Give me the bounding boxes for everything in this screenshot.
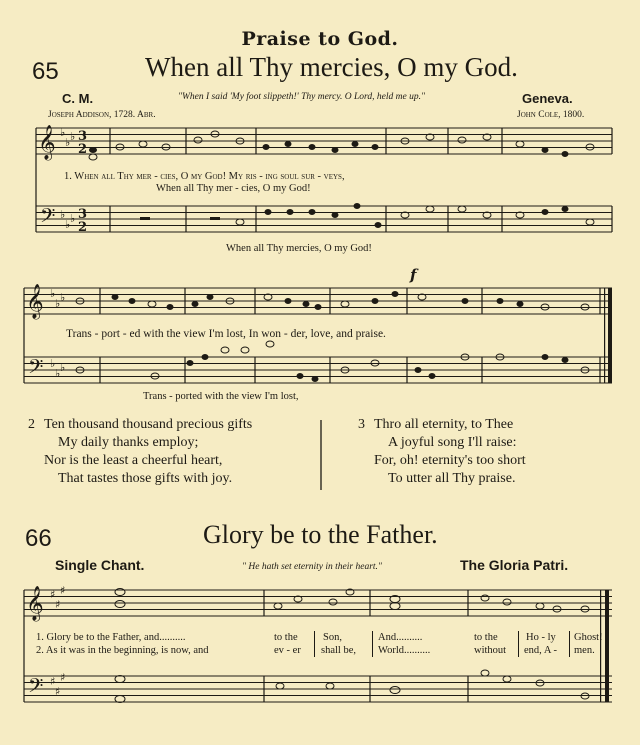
lyric-line-1: 1. When all Thy mer - cies, O my God! My ris - ing soul sur - veys, <box>64 171 345 182</box>
chant-type: Single Chant. <box>55 557 145 573</box>
chant-line-2-cell: shall be, <box>321 645 356 656</box>
chant-line-2-cell: men. <box>574 645 595 656</box>
chant-line-1-cell: to the <box>274 632 298 643</box>
svg-text:♭: ♭ <box>65 218 71 231</box>
verse-3-line-1: Thro all eternity, to Thee <box>374 417 514 432</box>
verse-2-number: 2 <box>28 417 35 432</box>
svg-text:3: 3 <box>78 207 88 222</box>
svg-text:𝄞: 𝄞 <box>26 284 44 319</box>
chant-line-2-cell: end, A - <box>524 645 557 656</box>
svg-text:𝄢: 𝄢 <box>28 355 44 383</box>
hymn-66-title: Glory be to the Father. <box>203 520 438 549</box>
chant-line-1-cell: Ho - ly <box>526 632 556 643</box>
chant-line-2-cell: without <box>474 645 507 656</box>
svg-text:2: 2 <box>78 142 88 157</box>
verse-3-line-3: For, oh! eternity's too short <box>374 453 526 468</box>
verse-3-line-4: To utter all Thy praise. <box>388 471 516 486</box>
svg-text:♯: ♯ <box>50 675 56 688</box>
svg-text:2: 2 <box>78 220 88 235</box>
svg-text:3: 3 <box>78 129 88 144</box>
bass-lyric-2: Trans - ported with the view I'm lost, <box>143 391 299 402</box>
epigraph: "When I said 'My foot slippeth!' Thy mercy. O Lord, held me up." <box>178 92 425 102</box>
section-title: Praise to God. <box>241 28 399 50</box>
author-credit: Joseph Addison, 1728. Abr. <box>48 110 156 120</box>
chant-text-divider <box>518 631 519 657</box>
chant-text-divider <box>372 631 373 657</box>
chant-line-1-cell: Ghost! <box>574 632 603 643</box>
verse-3-number: 3 <box>358 417 365 432</box>
treble-staff-2 <box>24 288 612 314</box>
chant-line-2-label: 2. As it was in the beginning, is now, and <box>36 645 209 656</box>
composer-credit: John Cole, 1800. <box>517 110 585 120</box>
chant-text-divider <box>569 631 570 657</box>
chant-epigraph: " He hath set eternity in their heart." <box>242 562 382 572</box>
chant-text-divider <box>314 631 315 657</box>
chant-line-2-cell: World.......... <box>378 645 431 656</box>
svg-text:♭: ♭ <box>55 297 61 310</box>
chant-line-1-cell: to the <box>474 632 498 643</box>
svg-text:♯: ♯ <box>60 584 66 597</box>
verse-2-line-2: My daily thanks employ; <box>58 435 199 450</box>
chant-tune: The Gloria Patri. <box>460 557 569 573</box>
svg-text:♭: ♭ <box>50 357 56 370</box>
meter-label: C. M. <box>62 91 94 106</box>
svg-text:𝄢: 𝄢 <box>28 674 44 702</box>
svg-text:𝄢: 𝄢 <box>40 204 56 232</box>
chant-treble-staff <box>24 590 612 616</box>
chant-line-1-cell: And.......... <box>378 632 423 643</box>
clefs <box>26 125 56 702</box>
bass-lyric-1: When all Thy mercies, O my God! <box>226 243 372 254</box>
verse-2-line-3: Nor is the least a cheerful heart, <box>44 453 223 468</box>
svg-text:♭: ♭ <box>50 287 56 300</box>
svg-text:♯: ♯ <box>60 671 66 684</box>
svg-text:♭: ♭ <box>70 212 76 225</box>
chant-line-1-label: 1. Glory be to the Father, and.......... <box>36 632 186 643</box>
lyric-line-2: Trans - port - ed with the view I'm lost, In won - der, love, and praise. <box>66 328 386 340</box>
svg-text:♯: ♯ <box>55 685 61 698</box>
chant-line-1-cell: Son, <box>323 632 342 643</box>
dynamic-mark: f <box>410 266 417 284</box>
svg-text:♯: ♯ <box>50 588 56 601</box>
hymn-number: 65 <box>32 58 59 85</box>
verse-2-line-4: That tastes those gifts with joy. <box>58 471 233 486</box>
svg-text:♭: ♭ <box>70 130 76 143</box>
noteheads-system1 <box>89 131 594 160</box>
verse-2-line-1: Ten thousand thousand precious gifts <box>44 417 253 432</box>
svg-text:♭: ♭ <box>55 367 61 380</box>
hymn-title: When all Thy mercies, O my God. <box>145 52 518 82</box>
chant-line-2-cell: ev - er <box>274 645 301 656</box>
noteheads-bass2 <box>76 341 589 382</box>
svg-text:♭: ♭ <box>60 361 66 374</box>
chant-bass-staff <box>24 676 612 702</box>
noteheads-bass1 <box>140 203 594 228</box>
svg-text:♭: ♭ <box>60 208 66 221</box>
svg-text:♭: ♭ <box>60 291 66 304</box>
svg-text:♯: ♯ <box>55 598 61 611</box>
hymn-66-number: 66 <box>25 525 52 552</box>
time-signatures <box>78 129 87 235</box>
svg-text:♭: ♭ <box>65 136 71 149</box>
svg-text:𝄞: 𝄞 <box>38 125 56 160</box>
verse-3-line-2: A joyful song I'll raise: <box>388 435 517 450</box>
svg-text:𝄞: 𝄞 <box>26 586 44 621</box>
bass-staff-1 <box>36 206 612 232</box>
lyric-line-1-alt: When all Thy mer - cies, O my God! <box>156 183 311 194</box>
svg-text:♭: ♭ <box>60 126 66 139</box>
tune-name: Geneva. <box>522 91 573 106</box>
